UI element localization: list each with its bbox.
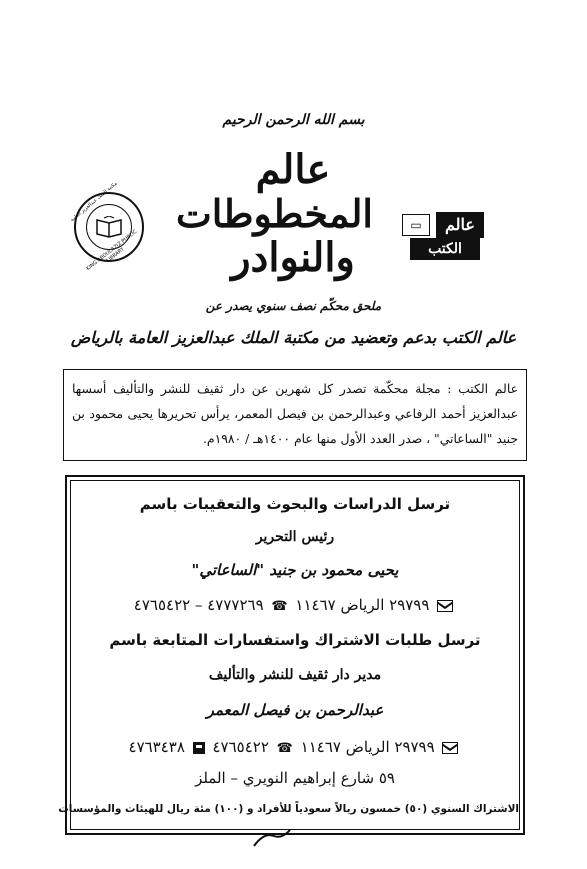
supplement-line: ملحق محكّم نصف سنوي يصدر عن: [205, 299, 382, 313]
library-logo: [69, 180, 144, 272]
title-line-1: عالم: [255, 146, 331, 193]
manager-fax: ٤٧٦٣٤٣٨: [128, 738, 185, 756]
title-line-2: المخطوطات: [175, 191, 373, 236]
book-icon: ▭: [402, 214, 430, 236]
library-logo-arabic-text: مكتبة الملك عبدالعزيز العامة: [69, 180, 119, 224]
fax-icon: [193, 742, 205, 754]
subscriptions-heading: ترسل طلبات الاشتراك واستفسارات المتابعة باسم: [109, 631, 481, 649]
envelope-icon: [437, 600, 453, 612]
manager-name: عبدالرحمن بن فيصل المعمر: [206, 701, 384, 719]
telephone-icon: ☎: [271, 598, 288, 614]
manager-title: مدير دار ثقيف للنشر والتأليف: [208, 667, 382, 683]
scan-mark: [252, 826, 292, 848]
telephone-icon: ☎: [276, 740, 293, 756]
manager-address: ٢٩٧٩٩ الرياض ١١٤٦٧: [300, 738, 435, 756]
correspondence-inner-border: [58, 480, 520, 830]
manager-contact-line: [71, 738, 519, 756]
journal-title: [175, 146, 373, 290]
street-address: ٥٩ شارع إبراهيم النويري – الملز: [195, 769, 395, 787]
editor-address: ٢٩٧٩٩ الرياض ١١٤٦٧: [295, 596, 430, 614]
editor-phones: ٤٧٧٧٢٦٩ – ٤٧٦٥٤٢٢: [133, 596, 264, 614]
basmala: بسم الله الرحمن الرحيم: [222, 112, 365, 128]
subscription-note: الاشتراك السنوي (٥٠) خمسون ريالاً سعودياً للأفراد و (١٠٠) مئة ريال للهيئات والمؤسسات: [58, 803, 519, 815]
envelope-icon: [442, 742, 458, 754]
logo-word-kutub: الكتب: [410, 238, 480, 260]
title-line-3: والنوادر: [231, 234, 355, 281]
editor-name: يحيى محمود بن جنيد "الساعاتي": [191, 561, 399, 579]
logo-word-alam: عالم: [436, 212, 484, 238]
alam-alkutub-logo: [402, 212, 484, 262]
correspondence-box: [58, 475, 525, 835]
manager-phone: ٤٧٦٥٤٢٢: [212, 738, 269, 756]
description-box: [63, 369, 527, 461]
editor-contact-line: [71, 596, 519, 614]
publisher-line: عالم الكتب بدعم وتعضيد من مكتبة الملك عبدالعزيز العامة بالرياض: [70, 328, 517, 347]
description-text: عالم الكتب : مجلة محكّمة تصدر كل شهرين عن دار ثقيف للنشر والتأليف أسسها عبدالعزيز أحمد الرفاعي وعبدالرحمن بن فيصل المعمر، يرأس تحريرها يحيى محمود بن جنيد "الساعاتي" ، صدر العدد الأول منها عام ١٤٠٠هـ / ١٩٨٠م.: [72, 381, 518, 446]
editor-title: رئيس التحرير: [255, 529, 335, 545]
library-logo-english-text: KING ABDULAZIZ PUBLIC LIBRARY: [85, 228, 139, 272]
studies-heading: ترسل الدراسات والبحوث والتعقيبات باسم: [139, 495, 451, 513]
